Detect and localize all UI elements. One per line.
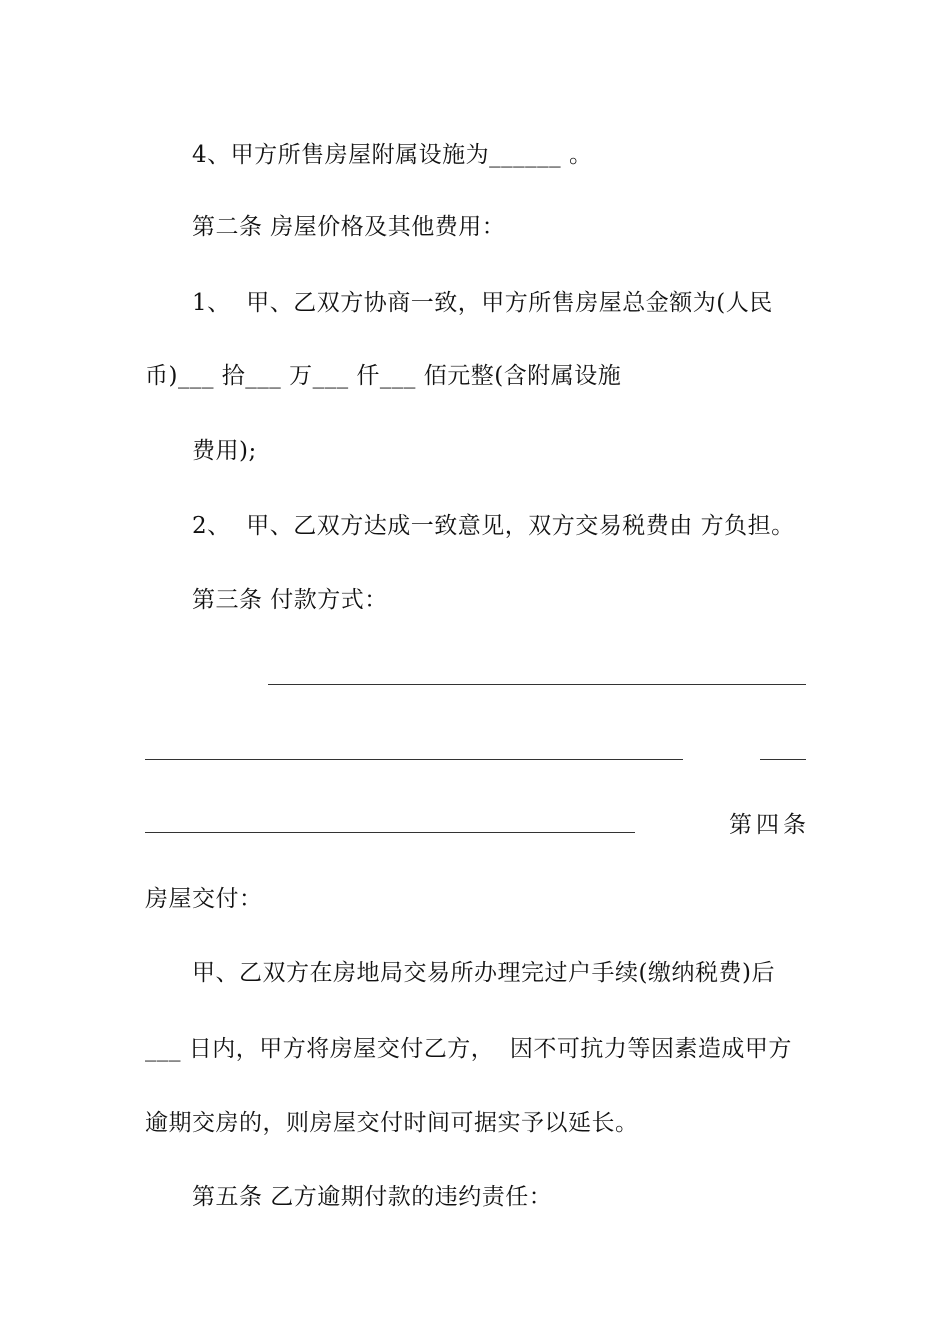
article-2-item-1: 1、 甲、乙双方协商一致，甲方所售房屋总金额为(人民 [192,290,773,316]
article-4-para-1: 甲、乙双方在房地局交易所办理完过户手续(缴纳税费)后 [192,960,775,986]
clause-1-item-4: 4、甲方所售房屋附属设施为______ 。 [192,142,593,168]
article-4-para-3: 逾期交房的，则房屋交付时间可据实予以延长。 [145,1110,639,1136]
article-2-item-1-end: 费用); [192,438,257,464]
article-2-heading: 第二条 房屋价格及其他费用： [192,214,506,240]
article-4-para-2: ___ 日内，甲方将房屋交付乙方， 因不可抗力等因素造成甲方 [145,1036,792,1062]
blank-line-3 [760,759,806,760]
article-3-heading: 第三条 付款方式： [192,587,388,613]
article-4-title: 房屋交付： [145,886,263,912]
article-2-item-1-cont: 币)___ 拾___ 万___ 仟___ 佰元整(含附属设施 [145,363,622,389]
article-5-heading: 第五条 乙方逾期付款的违约责任： [192,1184,553,1210]
blank-line-1 [268,684,806,685]
article-2-item-2: 2、 甲、乙双方达成一致意见，双方交易税费由 方负担。 [192,513,795,539]
blank-line-4 [145,832,635,833]
blank-line-2 [145,759,683,760]
article-4-heading: 第四条 [729,812,810,838]
